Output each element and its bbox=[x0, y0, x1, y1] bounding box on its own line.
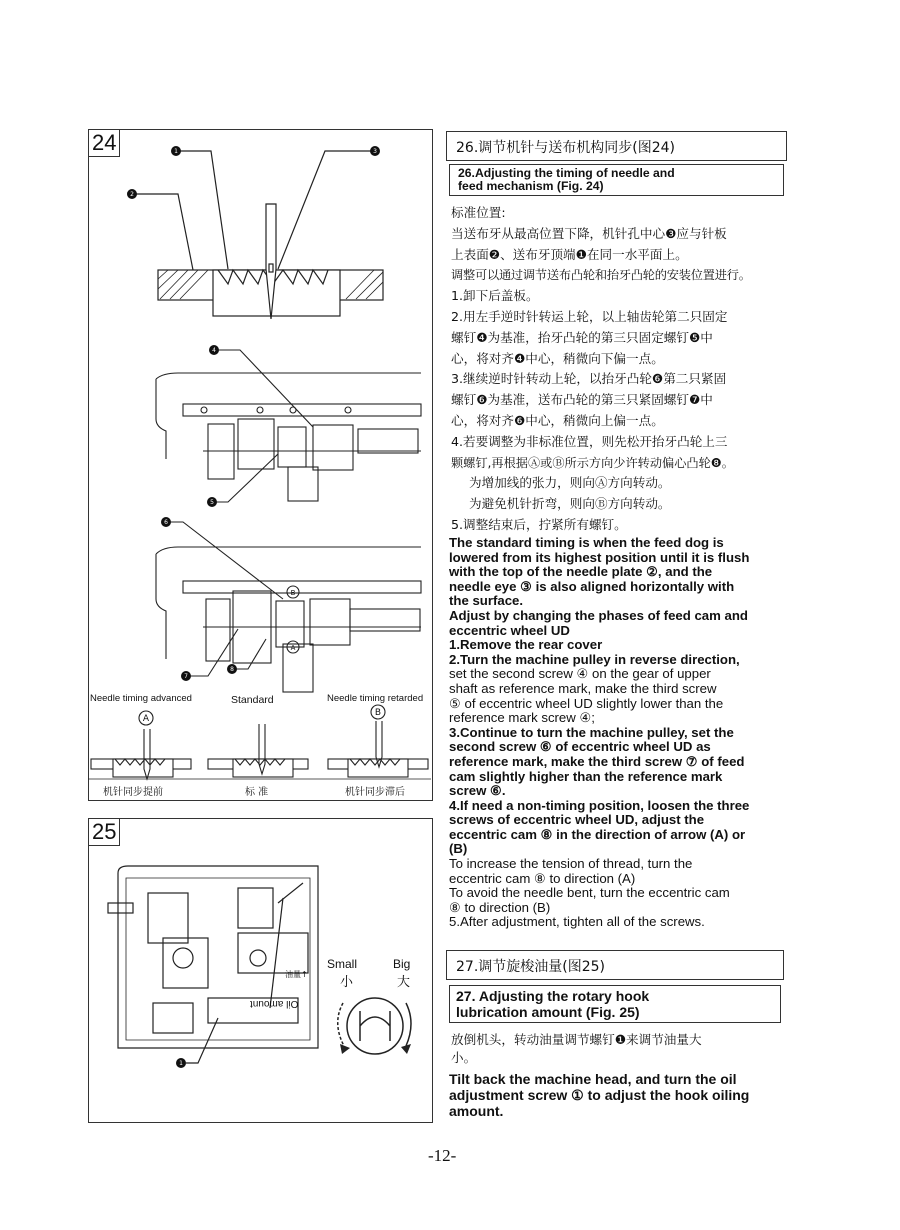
section-26-en-body bbox=[449, 536, 819, 930]
figure-24-number: 24 bbox=[88, 129, 120, 157]
zh-line: 颗螺钉,再根据Ⓐ或Ⓑ所示方向少许转动偏心凸轮❽。 bbox=[451, 455, 734, 470]
en-line: shaft as reference mark, make the third screw bbox=[449, 680, 717, 696]
section-27-title-en-2: lubrication amount (Fig. 25) bbox=[456, 1004, 640, 1020]
svg-text:5: 5 bbox=[210, 499, 214, 506]
section-27-title-zh-box bbox=[446, 950, 784, 980]
section-26-title-zh: 26.调节机针与送布机构同步(图24) bbox=[456, 140, 676, 156]
en-line: amount. bbox=[449, 1103, 504, 1119]
zh-line: 心，将对齐❹中心，稍微向下偏一点。 bbox=[451, 350, 664, 366]
en-line: cam slightly higher than the reference mark bbox=[449, 768, 723, 784]
zh-line: 为增加线的张力，则向Ⓐ方向转动。 bbox=[469, 475, 671, 491]
svg-text:1: 1 bbox=[174, 148, 178, 155]
en-line: (B) bbox=[449, 841, 468, 857]
small-label-en: Small bbox=[327, 957, 358, 971]
svg-text:7: 7 bbox=[184, 673, 188, 680]
en-line: reference mark screw ④; bbox=[449, 710, 595, 726]
figure-25-illustration bbox=[88, 818, 431, 1121]
en-line: To increase the tension of thread, turn the bbox=[449, 856, 693, 872]
caption-zh-advanced: 机针同步提前 bbox=[103, 787, 163, 798]
zh-line: 2.用左手逆时针转运上轮，以上轴齿轮第二只固定 bbox=[451, 308, 728, 324]
en-line: screws of eccentric wheel UD, adjust the bbox=[449, 812, 705, 828]
zh-line: 当送布牙从最高位置下降，机针孔中心❸应与针板 bbox=[451, 225, 727, 241]
en-line: screw ⑥. bbox=[449, 783, 506, 799]
en-line: 4.If need a non-timing position, loosen the three bbox=[449, 797, 750, 813]
zh-line: 标准位置: bbox=[451, 205, 506, 220]
en-line: 3.Continue to turn the machine pulley, set the bbox=[449, 724, 734, 740]
page-number: -12- bbox=[428, 1146, 457, 1165]
caption-zh-retarded: 机针同步滞后 bbox=[345, 787, 405, 798]
caption-needle-retarded: Needle timing retarded bbox=[327, 693, 424, 704]
svg-text:8: 8 bbox=[230, 666, 234, 673]
caption-needle-advanced: Needle timing advanced bbox=[90, 693, 192, 704]
svg-text:1: 1 bbox=[179, 1060, 183, 1067]
zh-line: 为避免机针折弯，则向Ⓑ方向转动。 bbox=[469, 496, 671, 512]
section-26-title-en-1: 26.Adjusting the timing of needle and bbox=[458, 166, 675, 180]
en-line: adjustment screw ① to adjust the hook oiling bbox=[449, 1087, 750, 1103]
small-label-zh: 小 bbox=[340, 975, 354, 990]
zh-line: 3.继续逆时针转动上轮，以抬牙凸轮❻第二只紧固 bbox=[451, 371, 727, 387]
zh-line: 4.若要调整为非标准位置，则先松开抬牙凸轮上三 bbox=[451, 433, 728, 449]
en-line: eccentric wheel UD bbox=[449, 622, 570, 638]
zh-line: 1.卸下后盖板。 bbox=[451, 288, 539, 304]
en-line: the surface. bbox=[449, 593, 524, 609]
svg-text:4: 4 bbox=[212, 347, 216, 354]
en-line: To avoid the needle bent, turn the eccentric cam bbox=[449, 885, 730, 901]
big-label-en: Big bbox=[393, 957, 411, 971]
svg-text:3: 3 bbox=[373, 148, 377, 155]
section-27-title-zh: 27.调节旋梭油量(图25) bbox=[456, 959, 606, 975]
en-line: needle eye ③ is also aligned horizontally with bbox=[449, 578, 735, 594]
section-26-title-zh-box bbox=[446, 131, 787, 161]
en-line: eccentric cam ⑧ to direction (A) bbox=[449, 870, 636, 886]
zh-line: 心，将对齐❻中心，稍微向上偏一点。 bbox=[451, 412, 664, 428]
zh-line: 5.调整结束后，拧紧所有螺钉。 bbox=[451, 516, 627, 532]
big-label-zh: 大 bbox=[397, 975, 411, 990]
zh-line: 螺钉❹为基准，抬牙凸轮的第三只固定螺钉❺中 bbox=[451, 329, 713, 345]
en-line: eccentric cam ⑧ in the direction of arrow (A) or bbox=[449, 826, 746, 842]
en-line: reference mark, make the third screw ⑦ of feed bbox=[449, 753, 745, 769]
svg-text:6: 6 bbox=[164, 519, 168, 526]
zh-line: 上表面❷、送布牙顶端❶在同一水平面上。 bbox=[451, 246, 688, 262]
mark-b-small: B bbox=[290, 589, 296, 597]
section-27-zh-body bbox=[451, 1031, 816, 1067]
en-line: lowered from its highest position until it is flush bbox=[449, 549, 750, 565]
en-line: 2.Turn the machine pulley in reverse direction, bbox=[449, 651, 740, 667]
en-line: set the second screw ④ on the gear of upper bbox=[449, 666, 711, 682]
en-line: The standard timing is when the feed dog is bbox=[449, 535, 724, 550]
en-line: 1.Remove the rear cover bbox=[449, 637, 603, 653]
section-26-title-en-box bbox=[449, 164, 784, 196]
section-26-zh-body bbox=[451, 203, 816, 536]
zh-line: 放倒机头，转动油量调节螺钉❶来调节油量大 bbox=[451, 1032, 702, 1047]
en-line: ⑧ to direction (B) bbox=[449, 899, 551, 915]
mark-a-small: A bbox=[290, 644, 296, 652]
en-line: ⑤ of eccentric wheel UD slightly lower than the bbox=[449, 695, 724, 711]
caption-zh-standard: 标 准 bbox=[245, 787, 269, 798]
section-27-title-en-box bbox=[449, 985, 781, 1023]
en-line: second screw ⑥ of eccentric wheel UD as bbox=[449, 739, 711, 755]
zh-line: 螺钉❻为基准，送布凸轮的第三只紧固螺钉❼中 bbox=[451, 392, 713, 408]
caption-standard: Standard bbox=[231, 694, 274, 706]
en-line: with the top of the needle plate ②, and the bbox=[449, 564, 713, 580]
mark-b: B bbox=[374, 708, 382, 718]
svg-text:2: 2 bbox=[130, 191, 134, 198]
en-line: Adjust by changing the phases of feed cam and bbox=[449, 607, 748, 623]
mark-a: A bbox=[142, 714, 150, 724]
oil-label-zh: 油量↑ bbox=[285, 970, 308, 979]
section-27-title-en-1: 27. Adjusting the rotary hook bbox=[456, 988, 650, 1004]
zh-line: 调整可以通过调节送布凸轮和抬牙凸轮的安装位置进行。 bbox=[451, 268, 751, 283]
figure-25-number: 25 bbox=[88, 818, 120, 846]
zh-line: 小。 bbox=[451, 1050, 477, 1065]
en-line: Tilt back the machine head, and turn the oil bbox=[449, 1071, 737, 1087]
oil-label-en: Oil amount bbox=[250, 998, 299, 1009]
en-line: 5.After adjustment, tighten all of the screws. bbox=[449, 914, 705, 930]
section-26-title-en-2: feed mechanism (Fig. 24) bbox=[458, 179, 604, 193]
section-27-en-body bbox=[449, 1071, 814, 1119]
